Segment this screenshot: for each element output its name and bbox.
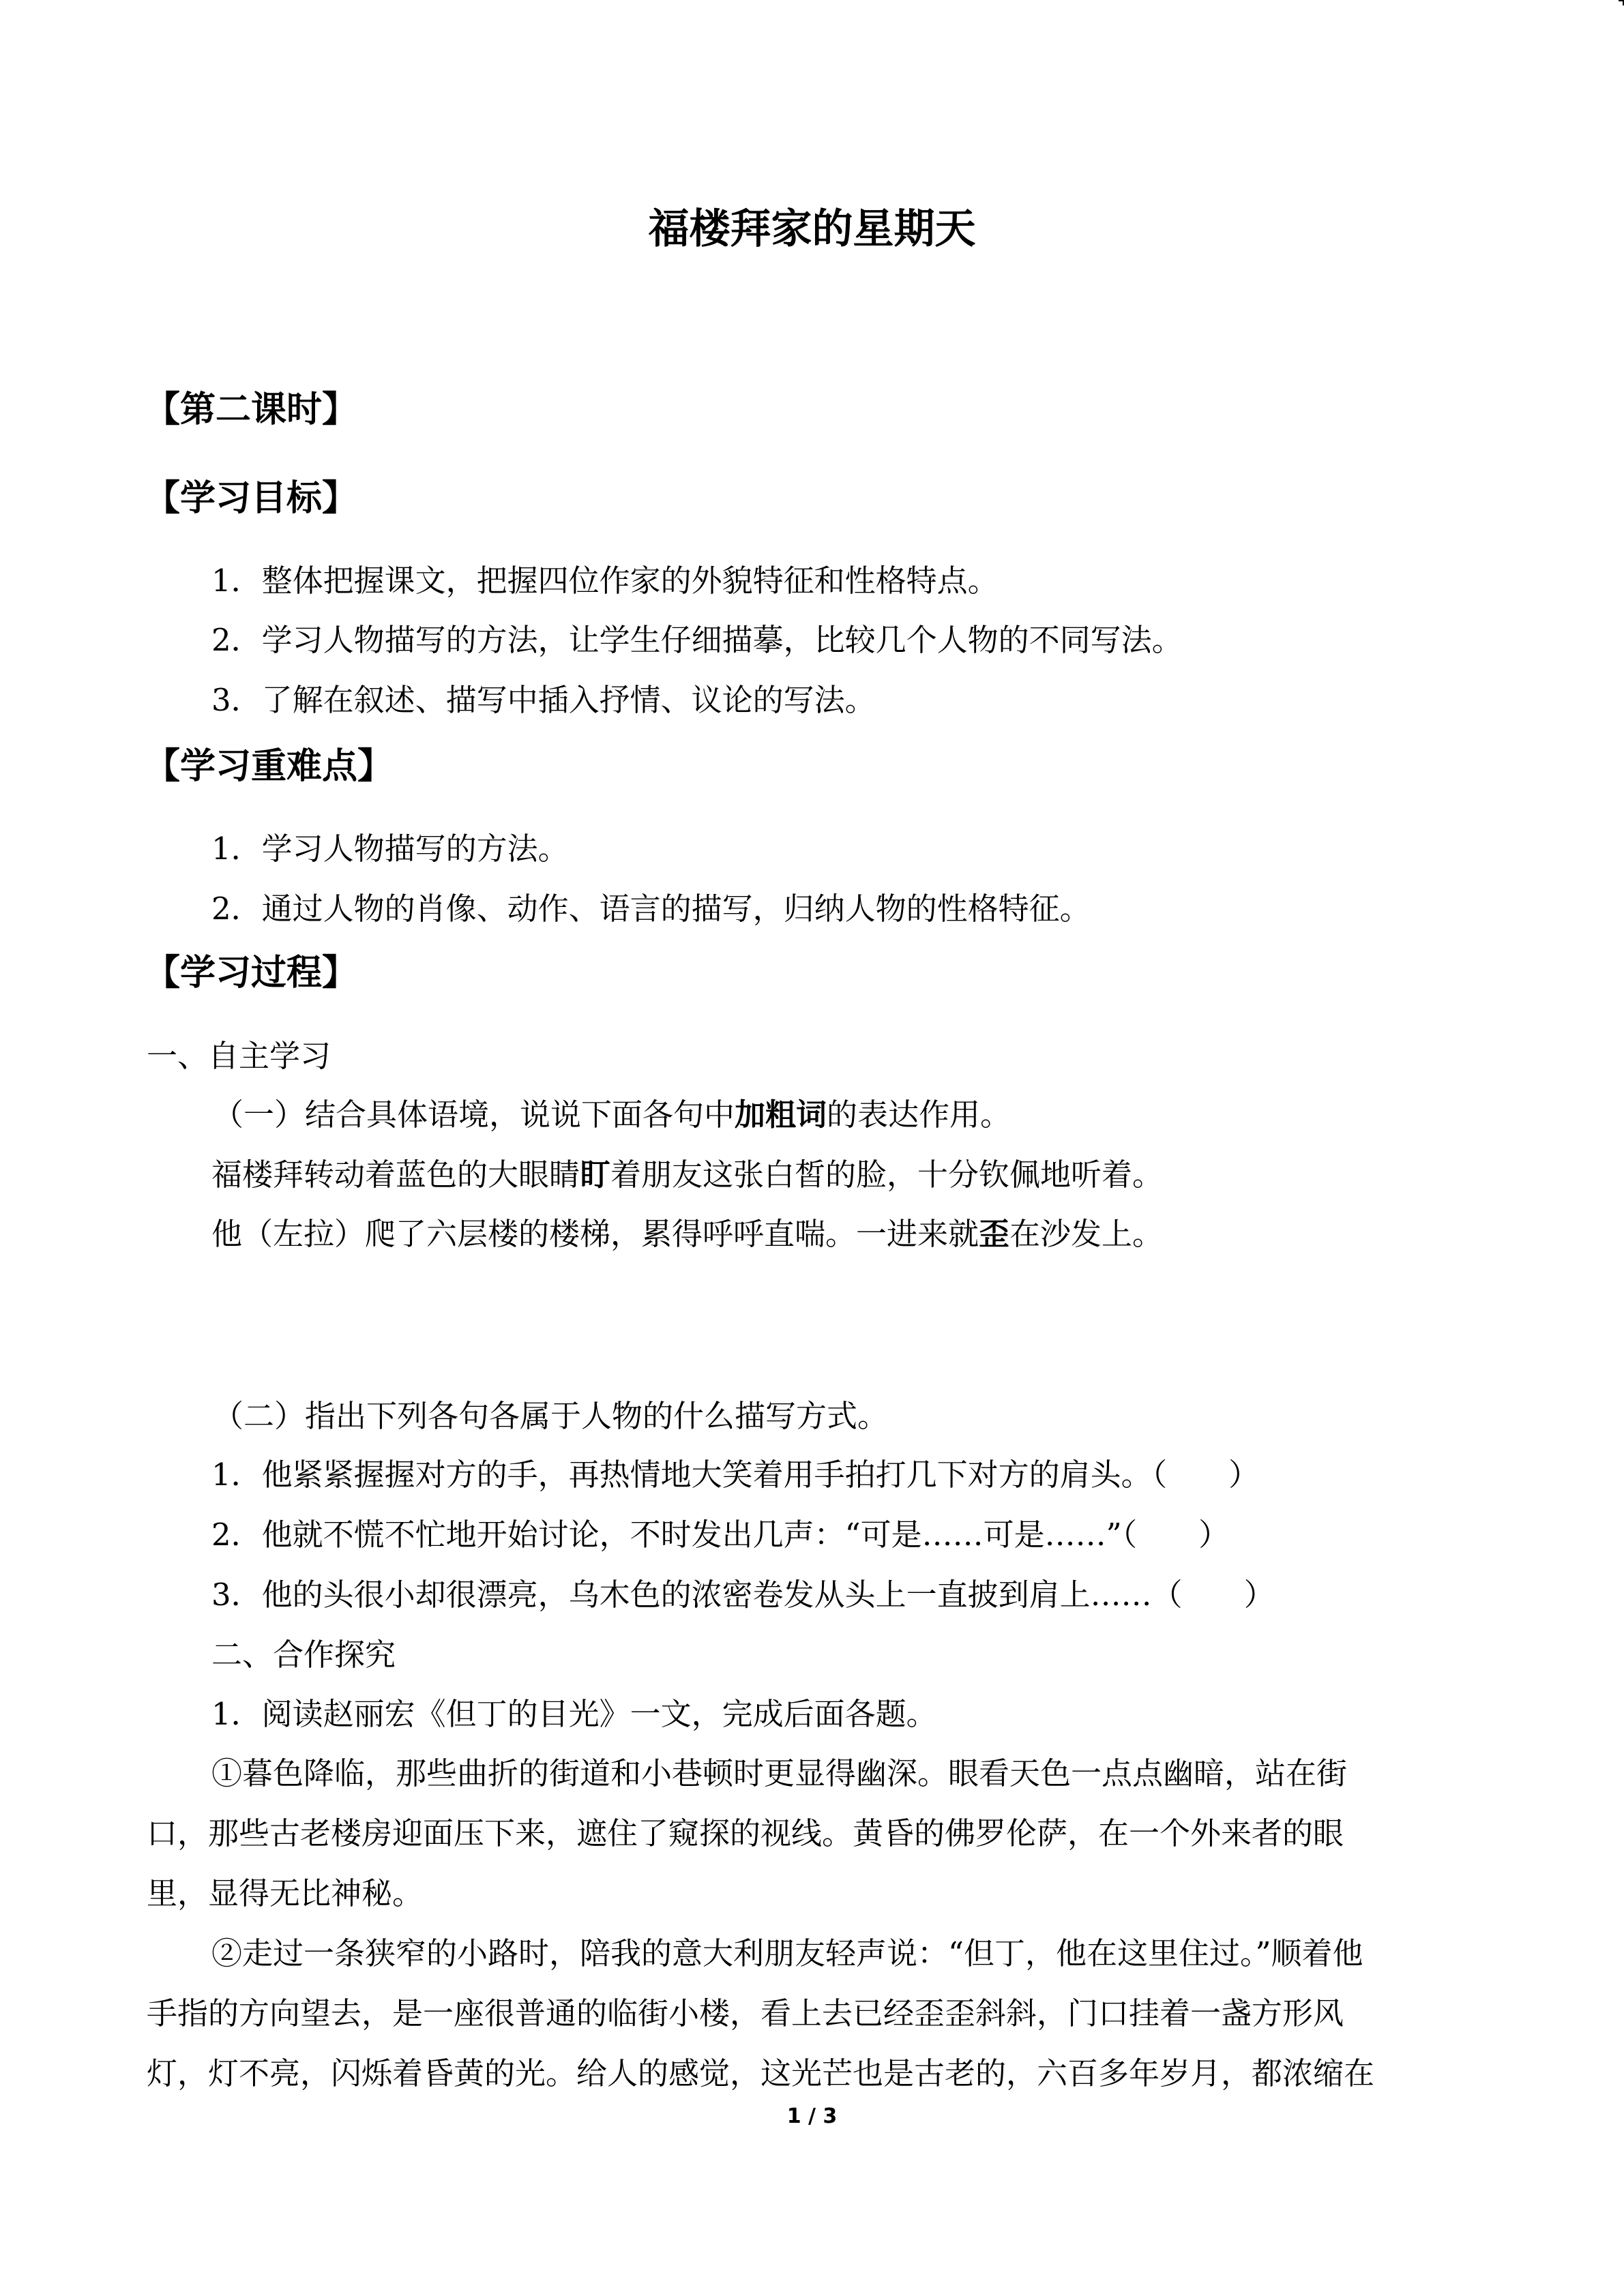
passage-line: 灯，灯不亮，闪烁着昏黄的光。给人的感觉，这光芒也是古老的，六百多年岁月，都浓缩在 (147, 2055, 1375, 2091)
lesson-heading: 【第二课时】 (145, 389, 358, 430)
objective-item: 3．了解在叙述、描写中插入抒情、议论的写法。 (211, 682, 876, 718)
question-two-intro: （二）指出下列各句各属于人物的什么描写方式。 (213, 1398, 889, 1434)
section-cooperative-inquiry: 二、合作探究 (211, 1637, 396, 1673)
question-two-item: 2．他就不慌不忙地开始讨论，不时发出几声：“可是……可是……”（ ） (211, 1517, 1230, 1553)
passage-line: 里，显得无比神秘。 (147, 1875, 424, 1911)
process-heading: 【学习过程】 (145, 953, 358, 994)
reading-task: 1．阅读赵丽宏《但丁的目光》一文，完成后面各题。 (211, 1696, 937, 1732)
key-points-heading: 【学习重难点】 (145, 746, 394, 787)
passage-line: ②走过一条狭窄的小路时，陪我的意大利朋友轻声说：“但丁，他在这里住过。”顺着他 (211, 1935, 1363, 1971)
question-two-item: 1．他紧紧握握对方的手，再热情地大笑着用手拍打几下对方的肩头。（ ） (211, 1457, 1260, 1493)
question-one-intro: （一）结合具体语境，说说下面各句中加粗词的表达作用。 (213, 1097, 1012, 1133)
section-self-study: 一、自主学习 (147, 1038, 331, 1074)
passage-line: 手指的方向望去，是一座很普通的临街小楼，看上去已经歪歪斜斜，门口挂着一盏方形风 (147, 1995, 1344, 2031)
question-one-sentence: 他（左拉）爬了六层楼的楼梯，累得呼呼直喘。一进来就歪在沙发上。 (211, 1216, 1164, 1252)
question-one-sentence: 福楼拜转动着蓝色的大眼睛盯着朋友这张白皙的脸，十分钦佩地听着。 (211, 1157, 1164, 1193)
passage-line: 口，那些古老楼房迎面压下来，遮住了窥探的视线。黄昏的佛罗伦萨，在一个外来者的眼 (147, 1815, 1344, 1851)
page-corner-mark (1619, 0, 1624, 5)
key-point-item: 1．学习人物描写的方法。 (211, 831, 569, 867)
objective-item: 2．学习人物描写的方法，让学生仔细描摹，比较几个人物的不同写法。 (211, 622, 1183, 658)
page-number: 1 / 3 (786, 2104, 838, 2128)
objectives-heading: 【学习目标】 (145, 478, 358, 519)
question-two-item: 3．他的头很小却很漂亮，乌木色的浓密卷发从头上一直披到肩上……（ ） (211, 1577, 1275, 1613)
objective-item: 1．整体把握课文，把握四位作家的外貌特征和性格特点。 (211, 563, 999, 599)
passage-line: ①暮色降临，那些曲折的街道和小巷顿时更显得幽深。眼看天色一点点幽暗，站在街 (211, 1755, 1348, 1791)
key-point-item: 2．通过人物的肖像、动作、语言的描写，归纳人物的性格特征。 (211, 891, 1091, 927)
document-title: 福楼拜家的星期天 (648, 205, 976, 253)
